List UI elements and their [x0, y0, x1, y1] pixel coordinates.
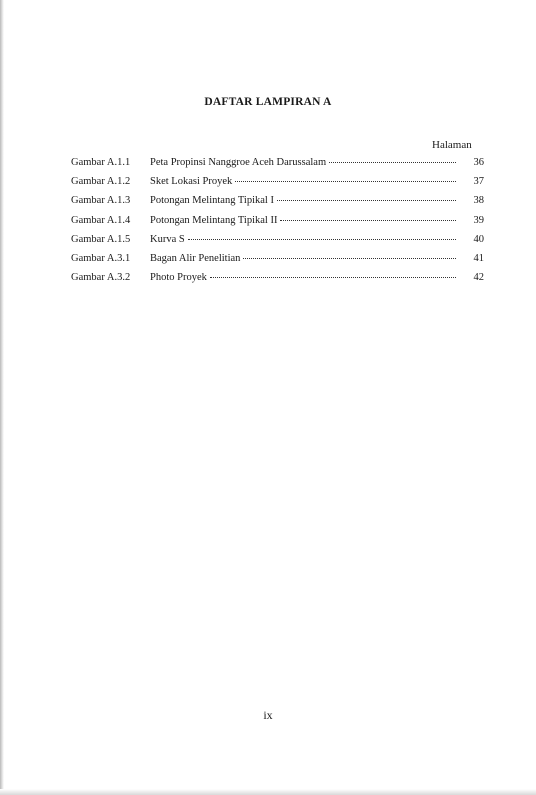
toc-entry-page: 37 — [473, 176, 484, 188]
toc-entry-title-wrap — [150, 215, 456, 226]
toc-entry-page: 41 — [473, 252, 484, 264]
dot-leader — [280, 220, 456, 221]
toc-entry-title: Kurva S — [150, 233, 185, 245]
toc-entry-code: Gambar A.3.1 — [71, 252, 131, 264]
toc-entry-title: Bagan Alir Penelitian — [150, 252, 241, 264]
toc-entry-title-wrap — [150, 253, 456, 264]
toc-entry-page: 39 — [473, 214, 484, 226]
toc-entry-title-wrap — [150, 157, 456, 168]
scan-edge-left — [0, 0, 4, 795]
toc-entry-code: Gambar A.3.2 — [71, 272, 131, 284]
page-column-header: Halaman — [432, 139, 472, 151]
toc-entry-code: Gambar A.1.2 — [71, 176, 131, 188]
toc-entry-title: Potongan Melintang Tipikal I — [150, 195, 274, 207]
toc-entry-title-wrap — [150, 195, 456, 206]
toc-entry-title: Peta Propinsi Nanggroe Aceh Darussalam — [150, 157, 327, 168]
toc-entry-title: Photo Proyek — [150, 272, 207, 284]
page-number: ix — [263, 708, 273, 722]
toc-row — [71, 272, 484, 291]
toc-row — [71, 234, 484, 253]
toc-entry-title-wrap — [150, 176, 456, 187]
dot-leader — [243, 258, 456, 259]
toc-row — [71, 157, 484, 176]
toc-entry-code: Gambar A.1.4 — [71, 214, 131, 226]
toc-row — [71, 195, 484, 214]
dot-leader — [235, 181, 456, 182]
toc-entry-title: Potongan Melintang Tipikal II — [150, 214, 278, 226]
dot-leader — [188, 239, 456, 240]
toc-entry-code: Gambar A.1.3 — [71, 195, 131, 207]
toc-entry-code: Gambar A.1.1 — [71, 157, 131, 168]
page-title: DAFTAR LAMPIRAN A — [204, 96, 332, 108]
toc-entry-page: 38 — [473, 195, 484, 207]
toc-entry-title-wrap — [150, 272, 456, 283]
toc-entry-code: Gambar A.1.5 — [71, 233, 131, 245]
toc-row — [71, 253, 484, 272]
scan-edge-bottom — [0, 789, 536, 795]
toc-entry-page: 42 — [473, 272, 484, 284]
dot-leader — [277, 200, 456, 201]
table-of-contents — [71, 157, 484, 291]
dot-leader — [329, 162, 456, 163]
toc-row — [71, 176, 484, 195]
toc-row — [71, 215, 484, 234]
dot-leader — [210, 277, 456, 278]
toc-entry-title: Sket Lokasi Proyek — [150, 176, 233, 188]
toc-entry-page: 40 — [473, 233, 484, 245]
toc-entry-page: 36 — [473, 157, 484, 168]
toc-entry-title-wrap — [150, 234, 456, 245]
